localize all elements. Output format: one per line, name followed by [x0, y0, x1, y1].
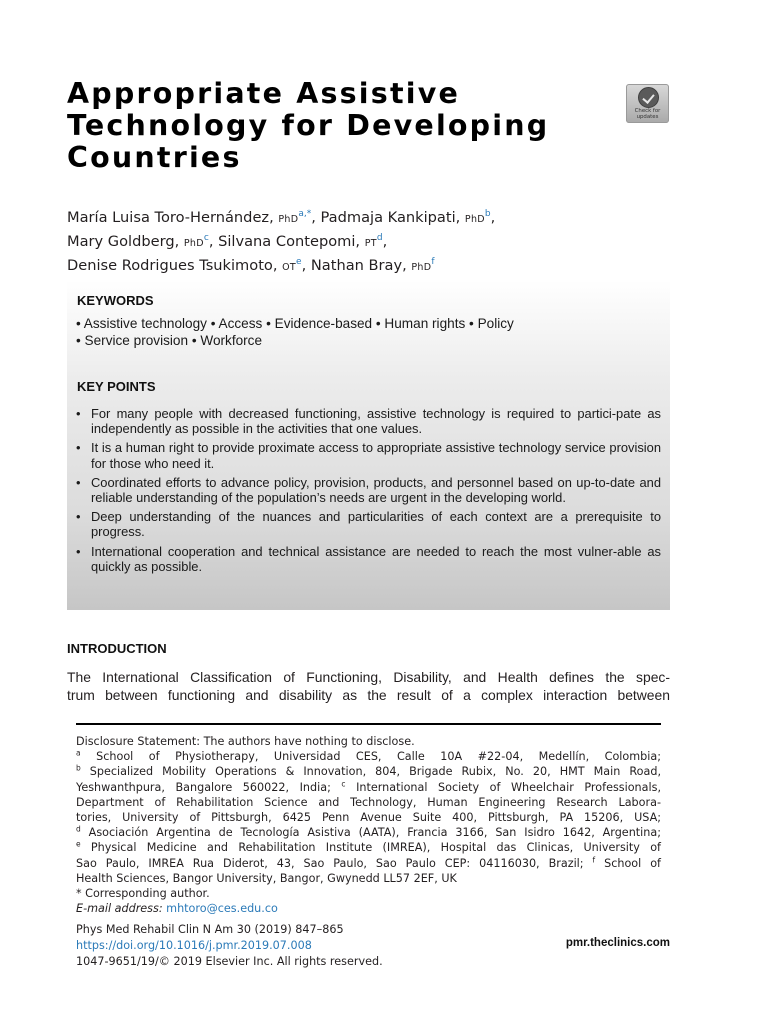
key-point-item — [76, 544, 661, 574]
journal-citation: Phys Med Rehabil Clin N Am 30 (2019) 847–865 — [76, 923, 344, 936]
affiliation-link[interactable]: d — [376, 233, 383, 243]
affiliation-line: Department of Rehabilitation Science and Technology, Human Engineering Research Labora- — [76, 795, 661, 809]
affiliation-link[interactable]: b — [484, 209, 491, 219]
affiliation-line: $^e$ Physical Medicine and Rehabilitation Institute (IMREA), Hospital das Clinicas, University of — [76, 839, 661, 855]
author-name: Padmaja Kankipati, — [320, 209, 465, 226]
key-point-text: Deep understanding of the nuances and particularities of each context are a prerequisite to progress. — [91, 509, 661, 540]
badge-label-line1: Check for — [634, 108, 661, 114]
email-label: E-mail address: — [76, 902, 163, 916]
bullet-icon: • — [76, 474, 81, 490]
bullet-icon: • — [76, 509, 81, 525]
key-point-item — [76, 440, 661, 470]
key-point-text: For many people with decreased functioning, assistive technology is required to partici-pate as independently as possible in the activities that one values. — [91, 406, 661, 437]
keywords-heading: KEYWORDS — [77, 293, 154, 308]
journal-website[interactable]: pmr.theclinics.com — [565, 937, 670, 949]
author-degree: OT — [282, 262, 297, 273]
keywords-list — [76, 316, 656, 349]
author-degree: PhD — [411, 262, 432, 273]
key-points-list — [76, 406, 661, 578]
check-for-updates-badge[interactable] — [626, 84, 669, 123]
author-degree: PhD — [183, 238, 204, 249]
keywords-line: • Assistive technology • Access • Evidence-based • Human rights • Policy — [76, 316, 514, 331]
affiliation-line: $^a$ School of Physiotherapy, Universidad CES, Calle 10A #22-04, Medellín, Colombia; — [76, 748, 661, 764]
affiliation-line: tories, University of Pittsburgh, 6425 Penn Avenue Suite 400, Pittsburgh, PA 15206, USA; — [76, 811, 661, 825]
introduction-heading: INTRODUCTION — [67, 641, 167, 656]
introduction-text — [67, 668, 670, 704]
author-name: Mary Goldberg, — [67, 233, 184, 250]
key-point-text: International cooperation and technical assistance are needed to reach the most vulner-able as quickly as possible. — [91, 543, 661, 574]
footnotes — [76, 734, 661, 916]
bullet-icon: • — [76, 406, 81, 421]
bullet-icon: • — [76, 440, 81, 456]
email-link[interactable]: mhtoro@ces.edu.co — [166, 902, 278, 916]
affiliation-link[interactable]: e — [296, 257, 302, 267]
affiliation-link[interactable]: f — [431, 257, 435, 267]
author-degree: PT — [364, 238, 377, 249]
affiliation-line: Health Sciences, Bangor University, Bangor, Gwynedd LL57 2EF, UK — [76, 871, 457, 885]
author-name: Denise Rodrigues Tsukimoto, — [67, 257, 283, 274]
key-points-heading: KEY POINTS — [77, 379, 156, 394]
author-degree: PhD — [278, 214, 299, 225]
keywords-keypoints-box — [67, 280, 670, 610]
check-mark-icon — [638, 87, 659, 108]
article-title: Appropriate Assistive Technology for Developing Countries — [67, 77, 550, 174]
affiliation-line: Yeshwanthpura, Bangalore 560022, India; $^c$ International Society of Wheelchair Professionals, — [76, 778, 662, 794]
corresponding-author-note: * Corresponding author. — [76, 887, 210, 901]
affiliation-link[interactable]: a,* — [298, 209, 312, 219]
key-point-item — [76, 509, 661, 539]
key-point-text: It is a human right to provide proximate access to appropriate assistive technology service provision for those who need it. — [91, 440, 661, 471]
disclosure-statement: Disclosure Statement: The authors have nothing to disclose. — [76, 735, 415, 748]
affiliation-line: $^d$ Asociación Argentina de Tecnología Asistiva (AATA), Francia 3166, San Isidro 1642, Argentina; — [76, 824, 661, 840]
footnote-divider — [76, 723, 661, 725]
key-point-item — [76, 406, 661, 436]
key-point-text: Coordinated efforts to advance policy, provision, products, and personnel based on up-to-date and reliable understanding of the population’s needs are urgent in the developing world. — [91, 474, 661, 506]
author-name: Nathan Bray, — [310, 257, 412, 274]
author-name: Silvana Contepomi, — [218, 233, 365, 250]
introduction-line: The International Classification of Functioning, Disability, and Health defines the spec- — [67, 669, 670, 685]
affiliation-line: $^b$ Specialized Mobility Operations & Innovation, 804, Brigade Rubix, No. 20, HMT Main Road, — [76, 763, 661, 779]
author-name: María Luisa Toro-Hernández, — [67, 209, 279, 226]
keywords-line: • Service provision • Workforce — [76, 332, 263, 348]
introduction-line: trum between functioning and disability as the result of a complex interaction between — [67, 687, 670, 703]
bullet-icon: • — [76, 543, 81, 559]
author-degree: PhD — [464, 214, 485, 225]
email-line — [76, 901, 661, 916]
copyright-line: 1047-9651/19/© 2019 Elsevier Inc. All rights reserved. — [76, 955, 383, 968]
author-line-2: Mary Goldberg, PhD$^c$, Silvana Contepomi, PT$^d$, — [67, 233, 388, 250]
affiliation-link[interactable]: c — [203, 233, 209, 243]
doi-link[interactable]: https://doi.org/10.1016/j.pmr.2019.07.008 — [76, 939, 312, 952]
badge-label-line2: updates — [636, 114, 659, 120]
key-point-item — [76, 475, 661, 505]
author-list — [67, 205, 677, 277]
affiliation-line: Sao Paulo, IMREA Rua Diderot, 43, Sao Paulo, Sao Paulo CEP: 04116030, Brazil; $^f$ School of — [76, 854, 661, 870]
author-line-3: Denise Rodrigues Tsukimoto, OT$^e$, Nathan Bray, PhD$^f$ — [67, 257, 435, 274]
author-line-1: María Luisa Toro-Hernández, PhD$^{a,*}$, Padmaja Kankipati, PhD$^b$, — [67, 209, 496, 226]
